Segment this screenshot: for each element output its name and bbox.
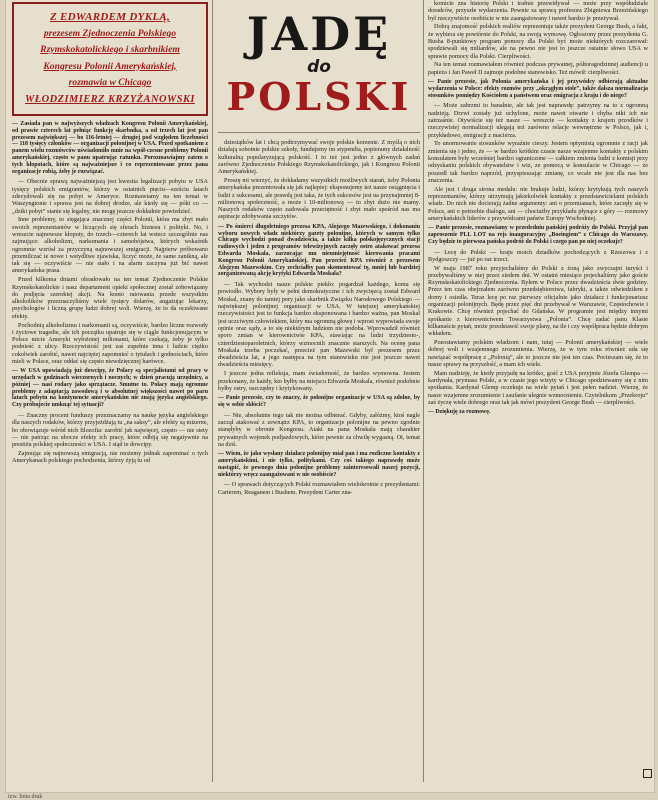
paragraph: Na ten temat rozmawiałem również podczas prywatnej, półtoragodzinnej audiencji u papieża i Jan Paweł II zajmuje podobne stanowisko. Też mówił: cierpliwości.: [428, 61, 648, 76]
title-line-polski: POLSKI: [226, 74, 412, 119]
paragraph: — Nie, absolutnie tego tak nie można odbierać. Gdyby, załóżmy, ktoś nagle zaczął atakować z zewnątrz KPA, to organizacje polonijne na pewno zgodnie stanęłyby w obronie Kongresu. Ataki na pana Moskala mają charakter prywatnych wojenek podjazdowych, które pewnie za chwilę wygasną. Ot, temat na dziś.: [218, 411, 420, 448]
header-line: Rzymskokatolickiego i skarbnikiem: [40, 44, 180, 55]
paragraph: komicie zna historię Polski i trafnie przewidywał — może przy współudziale doradców, przyszłe wydarzenia. Pewnie za sprawą profesora Zbigniewa Brzezińskiego był rzeczywiście osobiście w nie zaangażowany i nawet bardzo je przeżywał.: [428, 0, 648, 22]
paragraph: W maju 1987 roku przyjechaliśmy do Polski z żoną jako zwyczajni turyści i przebywaliśmy w niej przez siedem dni. W ostatni miesiące pojechaliśmy jako goście Rzymskokatolickiego Zjednoczenia. Byłem w Polsce przez dwadzieścia dwie godziny. Przez ten czas obejrzałem zarówno przedsiębiorstwa, fabryki, a także odwiedziłem z domy i osiedla. Teraz lecę po raz pierwszy oficjalnie jako działacz i funkcjonariusz organizacji polonijnych. Będę przez pięć dni przebywał w Warszawie, Częstochowie i Krakowie. Chcę również pojechać do Gdańska. W programie jest między innymi spotkanie z kierownictwem Towarzystwa „Polonia”. Chcę zadać panu Klasie kilkanaście pytań, może przedstawić swoje plany, na ile i czy współpraca będzie dobrym wkładem.: [428, 264, 648, 338]
paragraph: — Lecę do Polski — kraju moich dziadków pochodzących z Rzeszowa i z Bydgoszczy — już po raz trzeci.: [428, 248, 648, 263]
end-of-article-square-icon: [643, 769, 652, 778]
header-line: rozmawia w Chicago: [68, 77, 152, 88]
column-rule: [212, 0, 213, 782]
column-right: [428, 0, 648, 782]
paragraph: I jeszcze jedna refleksja, mam świadomość, że bardzo wymowna. Jestem przekonany, że każdy, kto byłby na miejscu Edwarda Moskala, również podobnie byłby ostry, oszczędny i krytykowany.: [218, 370, 420, 392]
column-left: [12, 0, 208, 782]
paragraph: Pochodnią alkoholizmu i narkomanii są, oczywiście, bardzo liczne rozwody i życiowe tragedie, ale ich początku upatruje się w ciągle funkcjonującym w Polsce micie Ameryki wyłożonej milionami, które czekają, żeby je tylko podnieść z ulicy. Rzeczywistość jest zaś zupełnie inna i ludzie ciężko cokolwiek zarobić, nawet najciężej zapomnieć o tytułach i godnościach, które mieli w Polsce, oraz oddać się często niewdzięcznej harówce.: [12, 321, 208, 365]
paragraph: dziesiątków lat i chcą podtrzymywać swoje polskie korzenie. Z myślą o nich działają sobotnie polskie szkoły, fundujemy im stypendia, popieramy działalność kulturalną popularyzującą polskość. I to też jest jedno z głównych zadań zarówno Zjednoczenia Polskiego Rzymskokatolickiego, jak i Kongresu Polonii Amerykańskiej.: [218, 139, 420, 176]
interview-question: — Panie prezesie, czy to znaczy, że polonijne organizacje w USA są zdolne, by się w sobie skłócić?: [218, 395, 420, 408]
closing-line: — Dziękuję za rozmowę.: [428, 409, 491, 416]
header-line: prezesem Zjednoczenia Polskiego: [43, 27, 177, 39]
title-line-do: do: [307, 57, 331, 77]
header-line: Kongresu Polonii Amerykańskiej,: [43, 60, 177, 72]
paragraph: To unormowanie stosunków wyraźnie cieszy. Jestem optymistą ogromnie z racji jak zmienia się i jedno, że — w bardzo krótkim czasie nasze wzajemne kontakty z polskim konsulatem były wcześniej bardzo ograniczone — całkiem zmienia ludzi z komisji przy odzyskaniu polskich obywatelstw i wiz, ze pomocą w konsulacie w Chicago — że poszedł tak bardzo naprzód, przyspieszając zmianę, co wcale nie jest dla nas bez znaczenia.: [428, 140, 648, 184]
paragraph: — O sprawach dotyczących Polski rozmawiałem wielokrotnie z prezydentami: Carterem, Reaganem i Bushem. Prezydent Carter zna-: [218, 481, 420, 496]
paragraph: — Może zabrzmi to banalnie, ale tak jest naprawdę: patrzymy na to z ogromną nadzieją. Drzwi zostały już uchylone, może nawet otwarte i chyba nikt ich nie zatrzaśnie. Otywiście się też nasze — wreszcie — kontakty z krajem przodków i rzeczywistej normalizacji ulegają też zarówno relacje wewnętrzne w Polsce, jak i, przykładowo, emigracji z macierza.: [428, 102, 648, 139]
interview-question: — Wiem, że jako wysłany działacz polonijny miał pan i ma rozliczne kontakty z amerykańskimi, i nie tylko, politykami. Czy coś takiego naprawdę może nastąpić, że pewnego dnia polonijne problemy zainteresowali naszej pozycji, niektórzy wręcz zaangażowani w nie osobiście?: [218, 451, 420, 478]
paragraph: — Znaczny procent funduszy przeznaczamy na naukę języka angielskiego dla naszych rodaków, którzy przyjeżdżają tu „na saksy”, ale efekty są mizerne, bo obowiązuje wśród nich filozofia: zarobić jak najwięcej, często — nie stety — nie patrząc na ubocze efekty ich pracy, które odbiją się negatywnie na prestiżu polskiej społeczności w USA. I stąd te dowcipy.: [12, 412, 208, 449]
article-title: [218, 0, 420, 133]
header-line: Z EDWARDEM DYKLĄ,: [49, 11, 171, 23]
paragraph: Dobrą znajomość polskich realiów reprezentuje także prezydent George Bush, a fakt, że wybiera się powtórnie do Polski, na swoją wymowę. Ogłoszony przez prezydenta G. Busha 8-punktowy program pomocy dla Polski być może niektórych rozczarował: spodziewali się miliardów, ale na pewno nie jest to jeszcze ostatnie słowo USA w sprawie pomocy dla Polski. Cierpliwości.: [428, 23, 648, 60]
author-name: WŁODZIMIERZ KRZYŻANOWSKI: [25, 93, 195, 105]
interview-intro: — Zasiada pan w najwyższych władzach Kongresu Polonii Amerykańskiej, od prawie czterech lat pełniąc funkcję skarbnika, a od trzech lat jest pan prezesem największej — bo 116-letniej — drugiej pod względem liczebności — 118 tysięcy członków — organizacji polonijnej w USA. Przed spotkaniem z panem wielu rozmówców uświadomiło mnie na wpół-czesne problemy Polonii amerykańskiej, często w panu upatrując ratunku. Porozmawiajmy zatem o tych kłopotach, które są najważniejsze i co reprezentowane przez pana organizacje robią, żeby je rozwiązać.: [12, 121, 208, 175]
newspaper-page: [6, 0, 654, 792]
paragraph: Ale jest i druga strona medalu: nie brakuje ludzi, którzy krytykują tych naszych reprezentantów, którzy utrzymują jakiekolwiek kontakty z przedstawicielami polskich władz. Do nich nie docierają żadne argumenty: ani o przemianach, które zaczęły się w Polsce, ani o potrzebie dialogu, ani — chociażby przykładu płynące z góry — rozmowy amerykańskich liderów z przywódcami państw Europy Wschodniej.: [428, 185, 648, 222]
interview-question: — Panie prezesie, jak Polonia amerykańska i jej przywódcy odbierają aktualne wydarzenia w Polsce: efekty rozmów przy „okrągłym stole”, także dalsza normalizacja stosunków pomiędzy Kościołem a państwem oraz emigracja z kraju i do niego?: [428, 78, 648, 99]
interview-question: — W USA upowiadają już dowcipy, że Polacy są specjalistami od pracy w urzędach w godzinach wieczornych i nocnych; w dzień pracują urzędnicy, a później — nasi rodacy jako sprzątacze. Smutne to. Polacy mają ogromne problemy z adaptacją zawodową i w absolutnej większości nawet po paru latach pobytu na kontynencie amerykańskim nie znają języka angielskiego. Czy próbujecie umknąć tej sytuacji?: [12, 368, 208, 409]
article-header-box: [12, 2, 208, 116]
paragraph: Proszę mi wierzyć, że dokładamy wszystkich możliwych starań, żeby Polonia amerykańska prezentowała się jak najlepiej: eksponujemy też nasze osiągnięcia i ludzi z sukcesami, ale prawdą jest taka, że tych sukcesów jest na przynajmniej 8-milionową społeczność, a może i 10-milionową — to zbyt dużo nie mamy. Naszych rodaków często zadowala przeciętność i zbyt mało spośród nas ma aspiracje zdobywania szczytów.: [218, 176, 420, 221]
page-footer-fragment: izw. linia druk: [8, 794, 43, 800]
paragraph: Inne problemy, to sięgająca znacznej części Polonii, która ma zbyt mało swoich reprezentantów w liczących się sferach biznesu i polityki. No, i wreszcie najnowsze kłopoty, do trzech—czterech lat wstecz szczególnie nas zajmujące: alkoholizm, narkomania i samobójstwa, których wskaźnik ogromnie wzrósł za przyczyną najnowszej emigracji. Najpierw próbowano przemilczać te nowe i wstydliwe zjawiska, liczyć może, że same zanikną, ale tak się — oczywiście — nie stało i na alarm zaczyna już bić nawet amerykańska prasa.: [12, 216, 208, 275]
column-middle: [218, 0, 420, 782]
paragraph: Przed kilkoma dniami obradowało na ten temat Zjednoczenie Polskie Rzymskokatolickie i nasz departament opieki społecznej został zobowiązany do podjęcia szerokiej akcji. Na konto ratowania przede wszystkim alkoholików przeznaczyliśmy wiele tysięcy dolarów, angażując lekarzy, psychologów i liczną grupę ludzi dobrej woli. Wierzę, że to da oczekiwane efekty.: [12, 276, 208, 320]
column-rule: [423, 0, 424, 782]
paragraph: Pozostawiamy polskim władzom i nam, tutaj — Polonii amerykańskiej — wiele dobrej woli i wzajemnego zrozumienia. Wierzę, że w tym roku również uda się nawiązać współpracę z „Polonią”, ale to jeszcze nie jest ten czas. Pocieszam się, że to nasze sprawy na przyszłość, a mam ich wiele.: [428, 339, 648, 368]
interview-question: — Po śmierci długoletniego prezesa KPA, Alojzego Mazewskiego, i dokonaniu wyboru nowych władz niektórzy gazety polonijne, których w samym tylko Chicago wychodzi ponad dwadzieścia, a także kilka polskojęzycznych stacji radiowych i jeden z programów telewizyjnych zaczęły ostro atakować prezesa Edwarda Moskala, zarzucając mu nieumiejętność kierowania pracami Kongresu Polonii Amerykańskiej. Pan przecież KPA również z prezesem Alojzym Mazewskim. Czy zechciałby pan skomentować tę, mniej lub bardziej zorganizowaną akcję krytyki Edwarda Moskala?: [218, 223, 420, 278]
paragraph: — Obecnie sprawą najważniejszą jest kwestia legalizacji pobytu w USA tysięcy polskich emigrantów, którzy w ostatnich pięciu—sześciu latach zdecydowali się na pobyt w Ameryce. Rozmawiamy na ten temat w Waszyngtonie i sprawa jest na dobrej drodze, ale kiedy się — póki co — „dziki pobyt” stanie się legalny, nie mogę jeszcze dokładnie powiedzieć.: [12, 178, 208, 215]
interview-question: — Panie prezesie, rozmawiamy w przededniu pańskiej podróży do Polski. Przyjął pan zaproszenie PLL LOT na rejs inauguracyjny „Boeingiem” z Chicago do Warszawy. Czy będzie to pierwsza pańska podróż do Polski i czego pan po niej oczekuje?: [428, 225, 648, 245]
paragraph: Mam nadzieję, że kiedy przyjadę na krótko, gość z USA przyjmie Józefa Glempa — kardynała, prymasa Polski, a w czasie jego wizyty w Chicago spodziewamy się z nim spotkania. Kardynał Glemp oczekuje na wiele pytań i jest pełen nadziei. Wierzę, że nasze wzajemne zrozumienie i zaufanie ulegnie wzmocnieniu. Czytelnikom „Przekroju” zaś życzę wiele dobrego oraz tak jak mówi prezydent George Bush — cierpliwości.: [428, 369, 648, 406]
title-line-jade: JADĘ: [246, 7, 392, 61]
paragraph: — Tak wychodzi nasze polskie piekło: pogardzał każdego, komu się powiodło. Wybory były w pełni demokratyczne i ich zwycięzcą został Edward Moskal, znany do tamtej pory jako skarbnik Związku Narodowego Polskiego — największej polonijnej organizacji w USA. W tutejszej amerykańskiej rzeczywistości jest to funkcja bardzo eksponowana i bardzo ważna, pan Moskal jest uczciwym człowiekiem, który ma ogromną głowę i wprost wypowiada swoje opinie oraz sądy, a to się niektórym ludziom nie podoba. Wprowadził również sporo zmian w kierownictwie KPA, stawiając na ludzi trzydziesto-, czterdziestoparoletnich, którzy wzmocnili znacznie starszych. Na ocenę pana Moskala trzeba poczekać, przecież pan Mazewski był prezesem przez dwadzieścia lat, a jego następca na tym stanowisku nie jest jeszcze nawet dwadzieścia miesięcy.: [218, 281, 420, 369]
paragraph: Zajmując się najnowszą emigracją, nie możemy jednak zapominać o tych Amerykanach polskiego pochodzenia, którzy żyją tu od: [12, 450, 208, 465]
